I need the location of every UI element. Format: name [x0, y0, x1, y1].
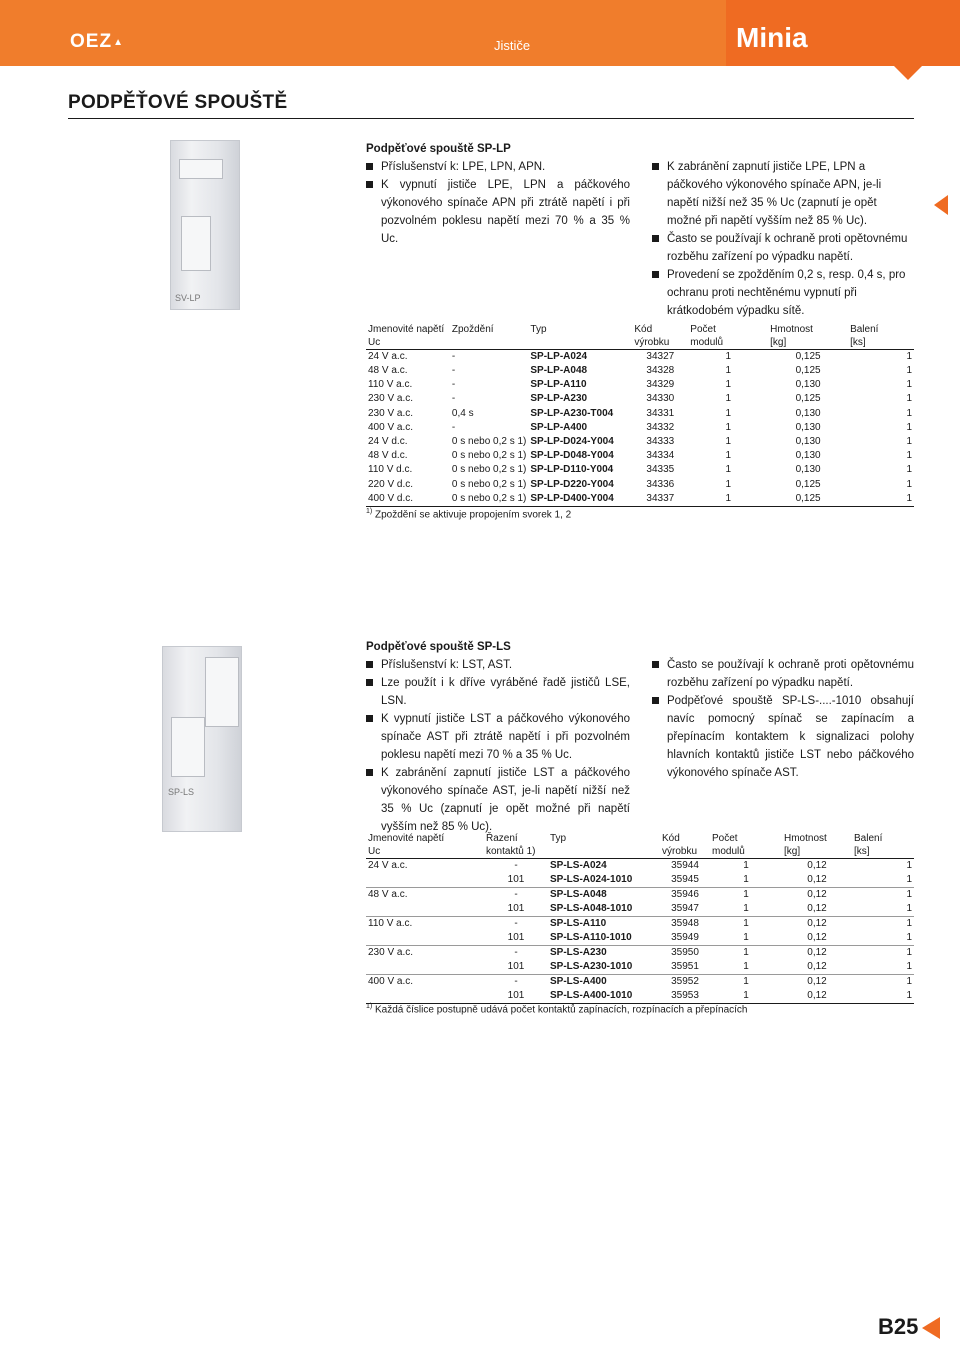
list-item: Podpěťové spouště SP-LS-....-1010 obsahují navíc pomocný spínač se zapínacím a přepínacím kontaktem k signalizaci polohy hlavních kontaktů jističe LST nebo páčkového výkonového spínače AST. — [652, 692, 914, 782]
table-row: 101 SP-LS-A400-1010 35953 1 0,12 1 — [366, 989, 914, 1004]
table-row: 230 V a.c. 0,4 s SP-LP-A230-T004 34331 1 0,130 1 — [368, 407, 912, 419]
table-row: 24 V a.c. - SP-LS-A024 35944 1 0,12 1 — [368, 860, 912, 871]
table-row: 24 V d.c. 0 s nebo 0,2 s 1) SP-LP-D024-Y004 34333 1 0,130 1 — [368, 436, 912, 448]
sp-ls-left-text — [366, 638, 630, 836]
sp-ls-table — [366, 832, 914, 1004]
table-row: 110 V d.c. 0 s nebo 0,2 s 1) SP-LP-D110-Y004 34335 1 0,130 1 — [368, 464, 912, 476]
page-title: PODPĚŤOVÉ SPOUŠTĚ — [68, 92, 288, 113]
table-row: 400 V a.c. - SP-LP-A400 34332 1 0,130 1 — [368, 421, 912, 433]
table-header-row: Jmenovité napětí Uc Zpoždění Typ Kód výrobku Počet modulů Hmotnost [kg] Balení [ks] — [366, 323, 914, 350]
brand-label: Minia — [736, 22, 808, 53]
table-row: 48 V a.c. - SP-LS-A048 35946 1 0,12 1 — [368, 889, 912, 900]
table-row: 24 V a.c. - SP-LP-A024 34327 1 0,125 1 — [368, 351, 912, 362]
table-row: 48 V a.c. - SP-LP-A048 34328 1 0,125 1 — [368, 365, 912, 377]
brand-tab — [726, 0, 960, 66]
sp-lp-table — [366, 323, 914, 507]
list-item: Lze použít i k dříve vyráběné řadě jističů LSE, LSN. — [366, 674, 630, 710]
sp-lp-right-text — [652, 158, 914, 320]
list-item: Provedení se zpožděním 0,2 s, resp. 0,4 s, pro ochranu proti nechtěnému vypnutí při krátkodobém výpadku sítě. — [652, 266, 914, 320]
page-number: B25 — [878, 1314, 919, 1339]
lever-shape — [171, 717, 205, 777]
table-row: 110 V a.c. - SP-LP-A110 34329 1 0,130 1 — [368, 379, 912, 391]
table-row: 101 SP-LS-A110-1010 35949 1 0,12 1 — [366, 931, 914, 946]
sp-ls-footnote: $^{1)}$ Každá číslice postupně udává počet kontaktů zapínacích, rozpínacích a přepínacích — [366, 1003, 748, 1016]
sp-lp-heading: Podpěťové spouště SP-LP — [366, 143, 511, 155]
table-row: 400 V d.c. 0 s nebo 0,2 s 1) SP-LP-D400-Y004 34337 1 0,125 1 — [366, 492, 914, 507]
list-item: K vypnutí jističe LPE, LPN a páčkového výkonového spínače APN při ztrátě napětí i při pozvolném poklesu napětí mezi 70 % a 35 % Uc. — [366, 176, 630, 248]
terminal-shape — [179, 159, 223, 179]
table-row: 220 V d.c. 0 s nebo 0,2 s 1) SP-LP-D220-Y004 34336 1 0,125 1 — [368, 478, 912, 490]
page-arrow-icon — [922, 1317, 940, 1339]
brand-notch-icon — [894, 66, 922, 80]
list-item: Často se používají k ochraně proti opětovnému rozběhu zařízení po výpadku napětí. — [652, 230, 914, 266]
table-row: 230 V a.c. - SP-LS-A230 35950 1 0,12 1 — [368, 947, 912, 958]
lever-shape — [181, 216, 211, 271]
sp-ls-left-list — [366, 656, 630, 836]
side-marker-icon — [934, 195, 948, 215]
sp-lp-left-text — [366, 140, 630, 248]
title-divider — [68, 118, 914, 119]
sp-lp-right-list — [652, 158, 914, 320]
sp-ls-product-image — [162, 646, 242, 832]
sp-lp-product-image — [170, 140, 240, 310]
product-tag: SP-LS — [168, 787, 195, 797]
list-item: Příslušenství k: LPE, LPN, APN. — [366, 158, 630, 176]
sp-ls-right-list — [652, 656, 914, 782]
table-row: 110 V a.c. - SP-LS-A110 35948 1 0,12 1 — [368, 918, 912, 929]
list-item: K vypnutí jističe LST a páčkového výkonového spínače AST při ztrátě napětí i při pozvolném poklesu napětí mezi 70 % a 35 % Uc. — [366, 710, 630, 764]
table-row: 400 V a.c. - SP-LS-A400 35952 1 0,12 1 — [368, 976, 912, 987]
page-header — [0, 0, 960, 66]
oez-logo: OEZ▲ — [70, 31, 124, 52]
table-row: 48 V d.c. 0 s nebo 0,2 s 1) SP-LP-D048-Y004 34334 1 0,130 1 — [368, 450, 912, 462]
table-row: 101 SP-LS-A024-1010 35945 1 0,12 1 — [366, 873, 914, 888]
sp-lp-footnote: $^{1)}$ Zpoždění se aktivuje propojením svorek 1, 2 — [366, 508, 572, 521]
sp-lp-left-list — [366, 158, 630, 248]
product-tag: SV-LP — [175, 293, 201, 303]
table-header-row: Jmenovité napětí Uc Řazení kontaktů 1) Typ Kód výrobku Počet modulů Hmotnost [kg] Balení [ks] — [366, 832, 914, 859]
section-label: Jističe — [494, 38, 531, 53]
table-row: 101 SP-LS-A230-1010 35951 1 0,12 1 — [366, 960, 914, 975]
sp-ls-heading: Podpěťové spouště SP-LS — [366, 641, 511, 653]
list-item: Často se používají k ochraně proti opětovnému rozběhu zařízení po výpadku napětí. — [652, 656, 914, 692]
list-item: K zabránění zapnutí jističe LST a páčkového výkonového spínače AST, je-li napětí nižší než 35 % Uc (zapnutí je opět možné při napětí vyšším než 85 % Uc). — [366, 764, 630, 836]
sp-ls-right-text — [652, 656, 914, 782]
logo-triangle-icon: ▲ — [113, 37, 124, 48]
list-item: Příslušenství k: LST, AST. — [366, 656, 630, 674]
list-item: K zabránění zapnutí jističe LPE, LPN a páčkového výkonového spínače APN, je-li napětí nižší než 35 % Uc (zapnutí je opět možné při napětí vyšším než 85 % Uc). — [652, 158, 914, 230]
table-row: 230 V a.c. - SP-LP-A230 34330 1 0,125 1 — [368, 393, 912, 405]
table-row: 101 SP-LS-A048-1010 35947 1 0,12 1 — [366, 902, 914, 917]
terminal-shape — [205, 657, 239, 727]
